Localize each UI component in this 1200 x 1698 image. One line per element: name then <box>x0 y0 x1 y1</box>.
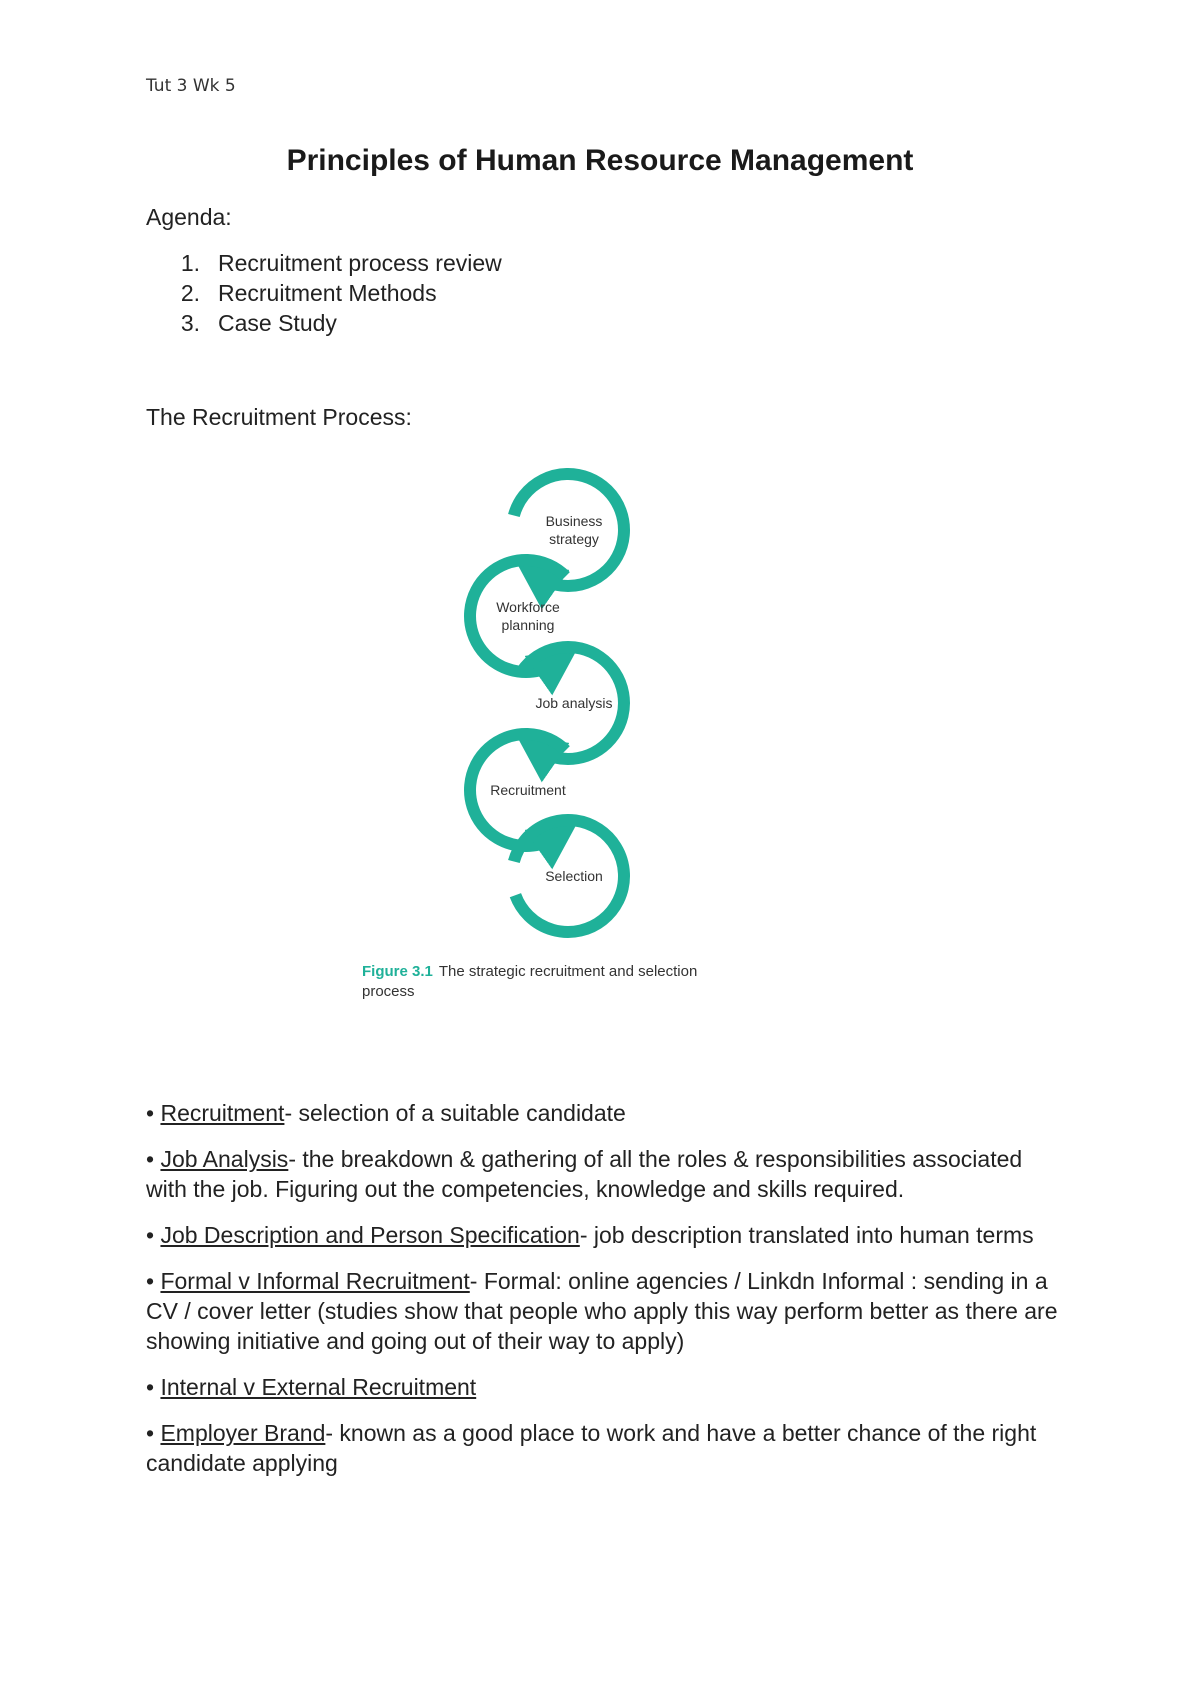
agenda-item-number: 1. <box>180 250 200 276</box>
figure-caption <box>362 962 742 1002</box>
stage-label: Recruitment <box>490 782 566 798</box>
note-term: Formal v Informal Recruitment <box>160 1268 470 1294</box>
process-stage <box>514 820 624 932</box>
recruitment-process-figure <box>350 460 730 1020</box>
agenda-item-text: Recruitment Methods <box>218 280 437 306</box>
stage-label: Selection <box>545 868 603 884</box>
bullet-marker: • <box>146 1374 155 1400</box>
recruitment-cycle-diagram <box>350 460 730 960</box>
agenda-item-number: 2. <box>180 280 200 306</box>
note-text: - selection of a suitable candidate <box>284 1100 626 1126</box>
process-arrow <box>514 474 624 586</box>
note-term: Job Analysis <box>160 1146 289 1172</box>
stage-label: Workforce planning <box>496 599 560 633</box>
notes-list <box>146 1098 1066 1494</box>
process-stage <box>514 474 624 586</box>
bullet-marker: • <box>146 1222 155 1248</box>
stage-label: Job analysis <box>535 695 613 711</box>
page-header: Tut 3 Wk 5 <box>146 76 236 96</box>
note-text: - known as a good place to work and have a better chance of the right candidate applying <box>146 1420 1037 1476</box>
agenda-item <box>146 308 502 338</box>
figure-caption-number: Figure 3.1 <box>362 963 433 980</box>
note-item <box>146 1220 1066 1250</box>
note-item <box>146 1418 1066 1478</box>
agenda-label: Agenda: <box>146 204 232 230</box>
bullet-marker: • <box>146 1268 155 1294</box>
note-term: Employer Brand <box>160 1420 326 1446</box>
note-text: - job description translated into human terms <box>579 1222 1034 1248</box>
agenda-item-text: Recruitment process review <box>218 250 502 276</box>
note-item <box>146 1266 1066 1356</box>
page-title: Principles of Human Resource Management <box>286 144 914 177</box>
note-term: Job Description and Person Specification <box>160 1222 580 1248</box>
agenda-item <box>146 278 502 308</box>
agenda-item <box>146 248 502 278</box>
note-text: - the breakdown & gathering of all the roles & responsibilities associated with the job. Figuring out the competencies, knowledge and skills required. <box>146 1146 1023 1202</box>
bullet-marker: • <box>146 1420 155 1446</box>
note-item <box>146 1144 1066 1204</box>
note-item <box>146 1098 1066 1128</box>
bullet-marker: • <box>146 1100 155 1126</box>
agenda-list <box>146 248 502 338</box>
agenda-item-text: Case Study <box>218 310 337 336</box>
figure-caption-text: The strategic recruitment and selection process <box>362 963 698 1000</box>
note-term: Internal v External Recruitment <box>160 1374 477 1400</box>
bullet-marker: • <box>146 1146 155 1172</box>
process-stage <box>522 647 624 759</box>
agenda-item-number: 3. <box>180 310 200 336</box>
process-label: The Recruitment Process: <box>146 404 412 430</box>
stage-label: Business strategy <box>545 513 603 547</box>
note-item <box>146 1372 1066 1402</box>
note-term: Recruitment <box>160 1100 285 1126</box>
note-text: - Formal: online agencies / Linkdn Informal : sending in a CV / cover letter (studies show that people who apply this way perform better as there are showing initiative and going out of their way to apply) <box>146 1268 1058 1354</box>
